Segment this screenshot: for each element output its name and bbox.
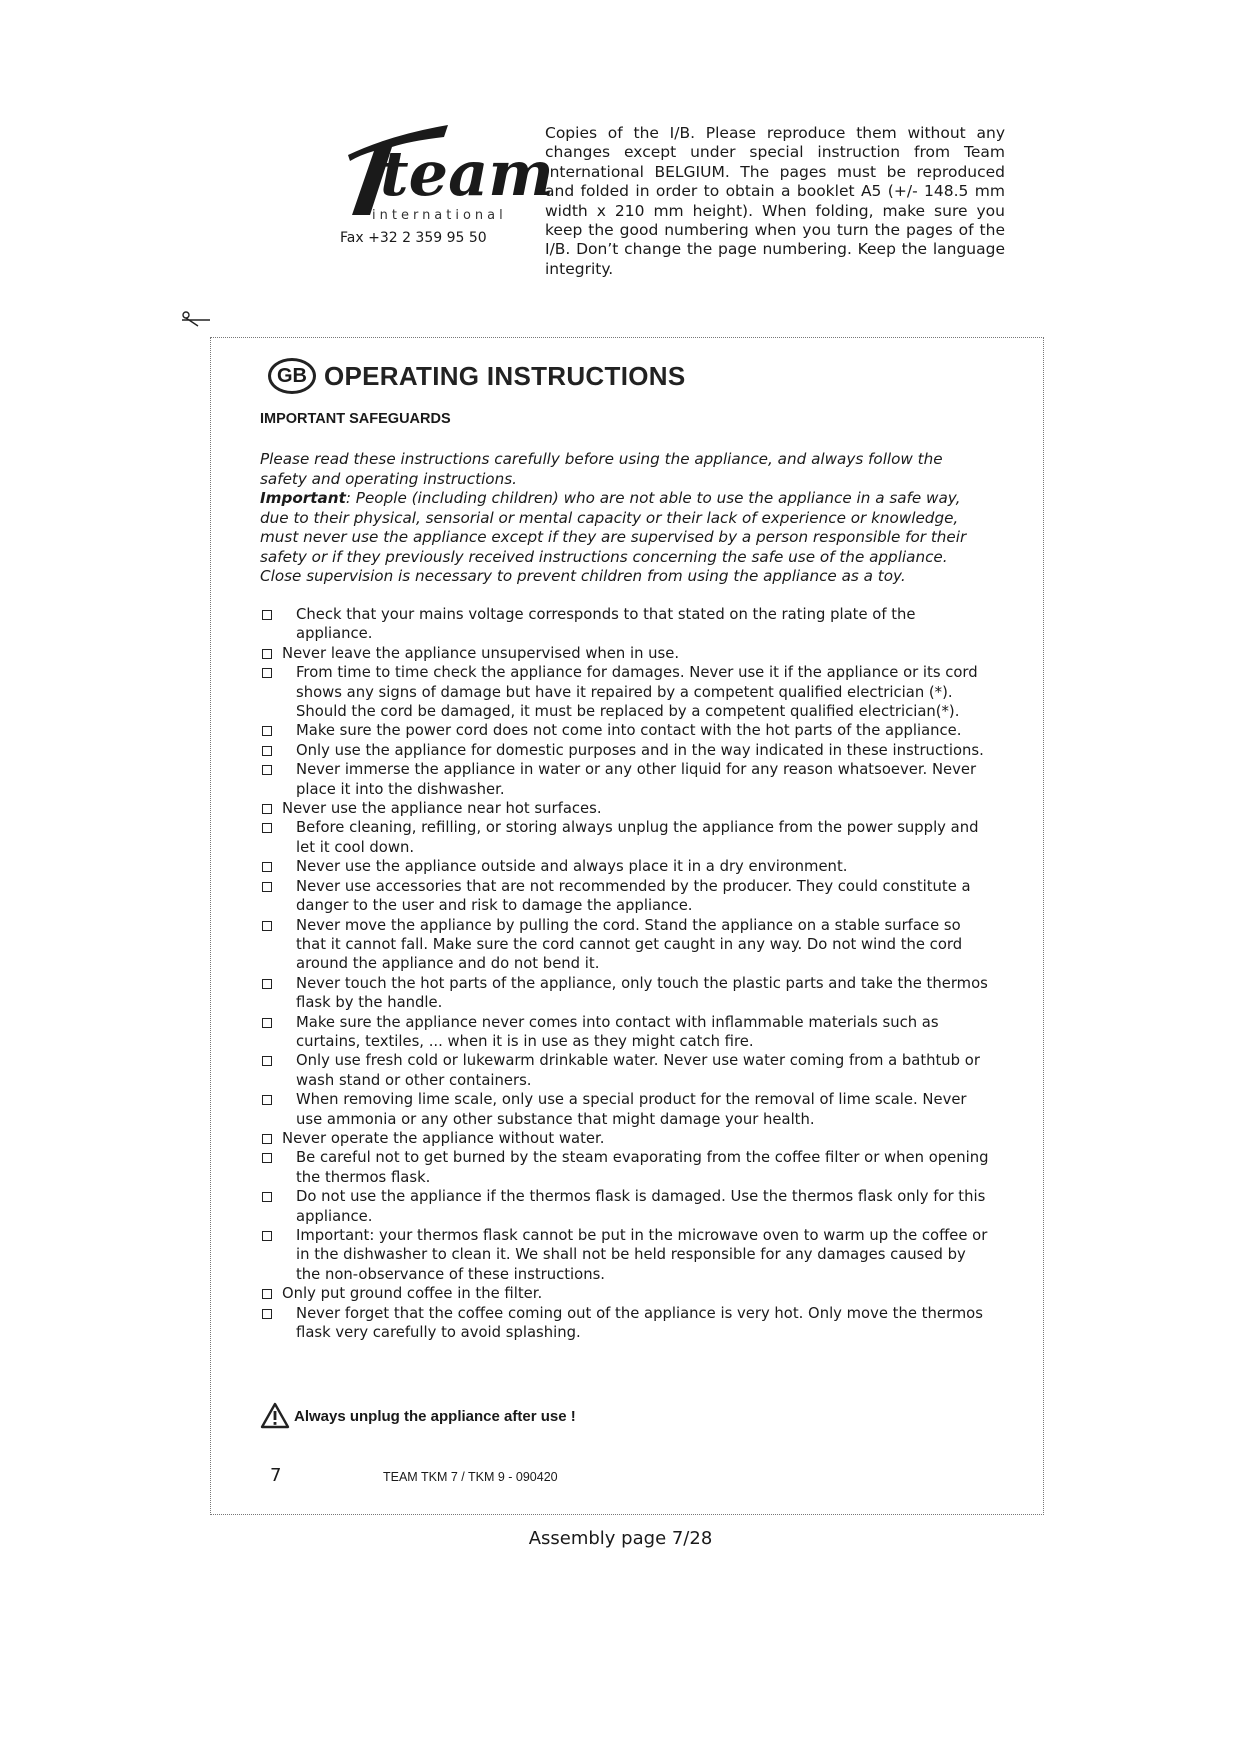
checkbox-bullet-icon [262,649,272,659]
list-item: Important: your thermos flask cannot be put in the microwave oven to warm up the coffee or in the dishwasher to clean it. We shall not be held responsible for any damages caused by the non-observance of these instructions. [262,1226,992,1284]
warning-triangle-icon [260,1402,290,1430]
checkbox-bullet-icon [262,882,272,892]
checkbox-bullet-icon [262,1309,272,1319]
checkbox-bullet-icon [262,823,272,833]
intro-paragraph: Please read these instructions carefully before using the appliance, and always follow the safety and operating instructions. [260,450,943,488]
list-item: Never use accessories that are not recommended by the producer. They could constitute a danger to the user and risk to damage the appliance. [262,877,992,916]
checkbox-bullet-icon [262,1231,272,1241]
checkbox-bullet-icon [262,1289,272,1299]
list-item: Make sure the power cord does not come into contact with the hot parts of the appliance. [262,721,992,740]
page-number: 7 [270,1465,282,1486]
list-item: Check that your mains voltage corresponds to that stated on the rating plate of the appliance. [262,605,992,644]
reproduction-notice: Copies of the I/B. Please reproduce them without any changes except under special instruction from Team International BELGIUM. The pages must be reproduced and folded in order to obtain a booklet A5 (+/- 148.5 mm width x 210 mm height). When folding, make sure you keep the good numbering when you turn the pages of the I/B. Don’t change the page numbering. Keep the language integrity. [545,124,1005,278]
fax-number: Fax +32 2 359 95 50 [340,230,487,246]
unplug-warning [260,1402,576,1430]
checkbox-bullet-icon [262,726,272,736]
checkbox-bullet-icon [262,765,272,775]
checkbox-bullet-icon [262,668,272,678]
warning-text: Always unplug the appliance after use ! [294,1407,576,1425]
section-title: OPERATING INSTRUCTIONS [324,360,686,391]
important-text: : People (including children) who are not able to use the appliance in a safe way, due to their physical, sensorial or mental capacity or their lack of experience or knowledge, must never use the appliance except if they are supervised by a person responsible for their safety or if they previously received instructions concerning the safe use of the appliance. Close supervision is necessary to prevent children from using the appliance as a toy. [260,489,967,585]
list-item: Never move the appliance by pulling the cord. Stand the appliance on a stable surface so that it cannot fall. Make sure the cord cannot get caught in any way. Do not wind the cord around the appliance and do not bend it. [262,916,992,974]
intro-text [260,450,980,587]
checkbox-bullet-icon [262,610,272,620]
list-item: Only put ground coffee in the filter. [262,1284,992,1303]
checkbox-bullet-icon [262,1095,272,1105]
checkbox-bullet-icon [262,979,272,989]
checkbox-bullet-icon [262,921,272,931]
list-item: Make sure the appliance never comes into contact with inflammable materials such as curtains, textiles, ... when it is in use as they might catch fire. [262,1013,992,1052]
important-paragraph [260,489,980,587]
checkbox-bullet-icon [262,862,272,872]
list-item: Do not use the appliance if the thermos flask is damaged. Use the thermos flask only for this appliance. [262,1187,992,1226]
list-item: Be careful not to get burned by the steam evaporating from the coffee filter or when opening the thermos flask. [262,1148,992,1187]
assembly-page-label: Assembly page 7/28 [528,1528,713,1549]
checkbox-bullet-icon [262,1192,272,1202]
checkbox-bullet-icon [262,1134,272,1144]
list-item: Never leave the appliance unsupervised when in use. [262,644,992,663]
checkbox-bullet-icon [262,1056,272,1066]
list-item: Never operate the appliance without water. [262,1129,992,1148]
list-item: When removing lime scale, only use a special product for the removal of lime scale. Never use ammonia or any other substance that might damage your health. [262,1090,992,1129]
list-item: Never use the appliance outside and always place it in a dry environment. [262,857,992,876]
scissors-icon [180,310,212,332]
list-item: From time to time check the appliance for damages. Never use it if the appliance or its cord shows any signs of damage but have it repaired by a competent qualified electrician (*). Should the cord be damaged, it must be replaced by a competent qualified electrician(*). [262,663,992,721]
list-item: Only use the appliance for domestic purposes and in the way indicated in these instructions. [262,741,992,760]
document-reference: TEAM TKM 7 / TKM 9 - 090420 [383,1470,558,1484]
safeguards-list [262,605,992,1342]
list-item: Never forget that the coffee coming out of the appliance is very hot. Only move the thermos flask very carefully to avoid splashing. [262,1304,992,1343]
list-item: Before cleaning, refilling, or storing always unplug the appliance from the power supply and let it cool down. [262,818,992,857]
checkbox-bullet-icon [262,1153,272,1163]
logo-subtitle: international [372,208,507,223]
list-item: Only use fresh cold or lukewarm drinkable water. Never use water coming from a bathtub or wash stand or other containers. [262,1051,992,1090]
list-item: Never immerse the appliance in water or any other liquid for any reason whatsoever. Never place it into the dishwasher. [262,760,992,799]
list-item: Never use the appliance near hot surfaces. [262,799,992,818]
page-title [268,354,685,398]
checkbox-bullet-icon [262,1018,272,1028]
logo-wordmark: team [380,137,554,210]
checkbox-bullet-icon [262,804,272,814]
checkbox-bullet-icon [262,746,272,756]
important-label: Important [260,489,346,507]
list-item: Never touch the hot parts of the appliance, only touch the plastic parts and take the thermos flask by the handle. [262,974,992,1013]
safeguards-heading: IMPORTANT SAFEGUARDS [260,411,451,427]
language-badge: GB [268,358,316,394]
